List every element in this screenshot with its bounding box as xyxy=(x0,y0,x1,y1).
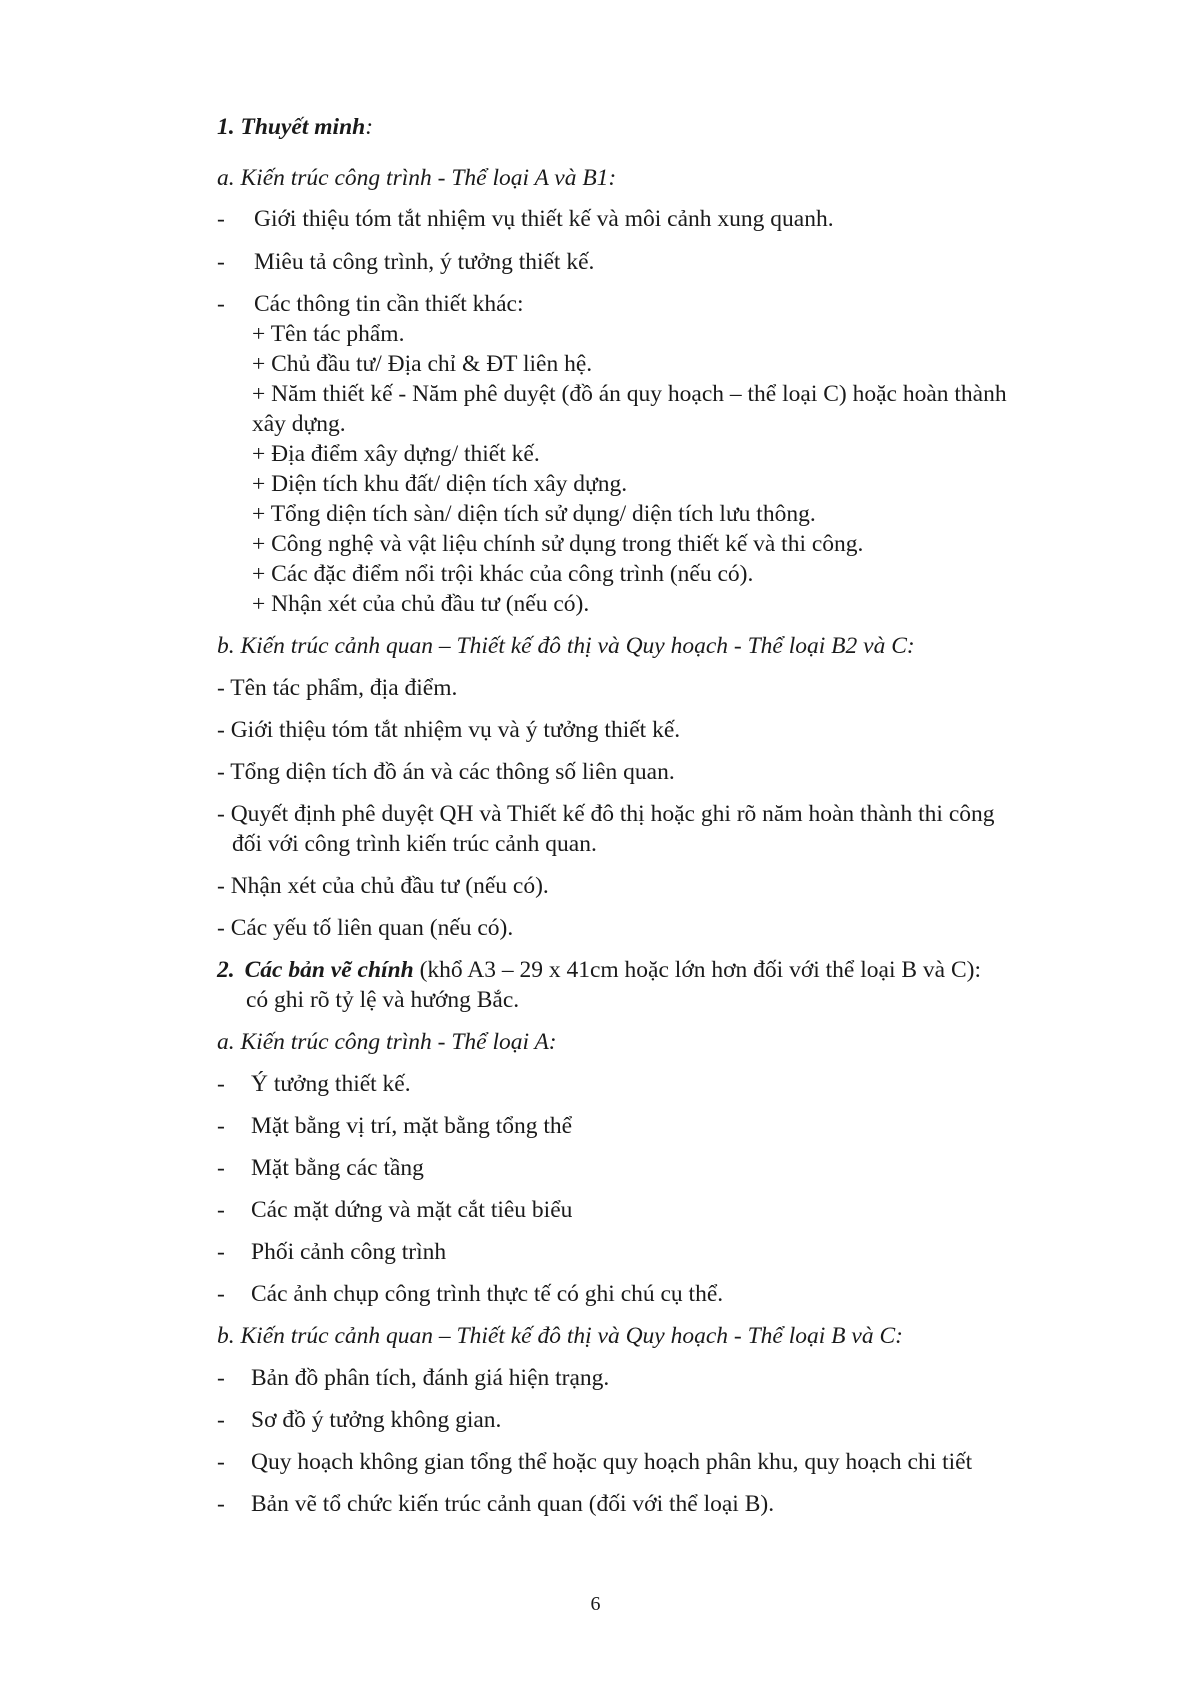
section-1-number: 1. xyxy=(217,114,235,140)
section-1-colon: : xyxy=(365,114,374,140)
section-1a-title-text: a. Kiến trúc công trình - Thể loại A và B1: xyxy=(217,165,617,191)
list-item-text: Giới thiệu tóm tắt nhiệm vụ thiết kế và môi cảnh xung quanh. xyxy=(254,206,834,232)
dash-bullet: - xyxy=(217,249,225,275)
section-2a-title-text: a. Kiến trúc công trình - Thể loại A: xyxy=(217,1029,557,1055)
section-2b-title-text: b. Kiến trúc cảnh quan – Thiết kế đô thị và Quy hoạch - Thể loại B và C: xyxy=(217,1323,903,1349)
document-page: 1. Thuyết minh: a. Kiến trúc công trình - Thể loại A và B1: - Giới thiệu tóm tắt nhiệm vụ thiết kế và môi cảnh xung quanh. - Miêu tả công trình, ý tưởng thiết kế. - Các thông tin cần thiết khác: + Tên tác phẩm. + Chủ đầu tư/ Địa chỉ & ĐT liên hệ. + Năm thiết kế - Năm phê duyệt (đồ án quy hoạch – thể loại C) hoặc hoàn thành xây dựng. + Địa điểm xây dựng/ thiết kế. + Diện tích khu đất/ diện tích xây dựng. + Tổng diện tích sàn/ diện tích sử dụng/ diện tích lưu thông. + Công nghệ và vật liệu chính sử dụng trong thiết kế và thi công. + Các đặc điểm nổi trội khác của công trình (nếu có). + Nhận xét của chủ đầu tư (nếu có). b. Kiến trúc cảnh quan – Thiết kế đô thị và Quy hoạch - Thể loại B2 và C: - Tên tác phẩm, địa điểm. - Giới thiệu tóm tắt nhiệm vụ và ý tưởng thiết kế. - Tổng diện tích đồ án và các thông số liên quan. - Quyết định phê duyệt QH và Thiết kế đô thị hoặc ghi rõ năm hoàn thành thi công đối với công trình kiến trúc cảnh quan. - Nhận xét của chủ đầu tư (nếu có). - Các yếu tố liên quan (nếu có). 2. Các bản vẽ chính (khổ A3 – 29 x 41cm hoặc lớn hơn đối với thể loại B và C): có ghi rõ tỷ lệ và hướng Bắc. a. Kiến trúc công trình - Thể loại A: - Ý tưởng thiết kế. - Mặt bằng vị trí, mặt bằng tổng thể - Mặt bằng các tầng - Các mặt dứng và mặt cắt tiêu biểu - Phối cảnh công trình - Các ảnh chụp công trình thực tế có ghi chú cụ thể. b. Kiến trúc cảnh quan – Thiết kế đô thị và Quy hoạch - Thể loại B và C: - Bản đồ phân tích, đánh giá hiện trạng. - Sơ đồ ý tưởng không gian. - Quy hoạch không gian tổng thể hoặc quy hoạch phân khu, quy hoạch chi tiết - Bản vẽ tổ chức kiến trúc cảnh quan (đối với thể loại B). 6 xyxy=(0,0,1191,1684)
dash-bullet: - xyxy=(217,291,225,317)
list-item-text: Miêu tả công trình, ý tưởng thiết kế. xyxy=(254,249,595,275)
page-number: 6 xyxy=(590,1593,601,1615)
section-2-title: Các bản vẽ chính xyxy=(244,957,414,983)
section-2-number: 2. xyxy=(217,957,235,983)
section-1-title: Thuyết minh xyxy=(240,114,366,140)
section-2-heading-rest: (khổ A3 – 29 x 41cm hoặc lớn hơn đối với thể loại B và C): xyxy=(413,957,981,983)
section-1b-title-text: b. Kiến trúc cảnh quan – Thiết kế đô thị và Quy hoạch - Thể loại B2 và C: xyxy=(217,633,915,659)
list-item-text: Các thông tin cần thiết khác: xyxy=(254,291,524,317)
dash-bullet: - xyxy=(217,206,225,232)
